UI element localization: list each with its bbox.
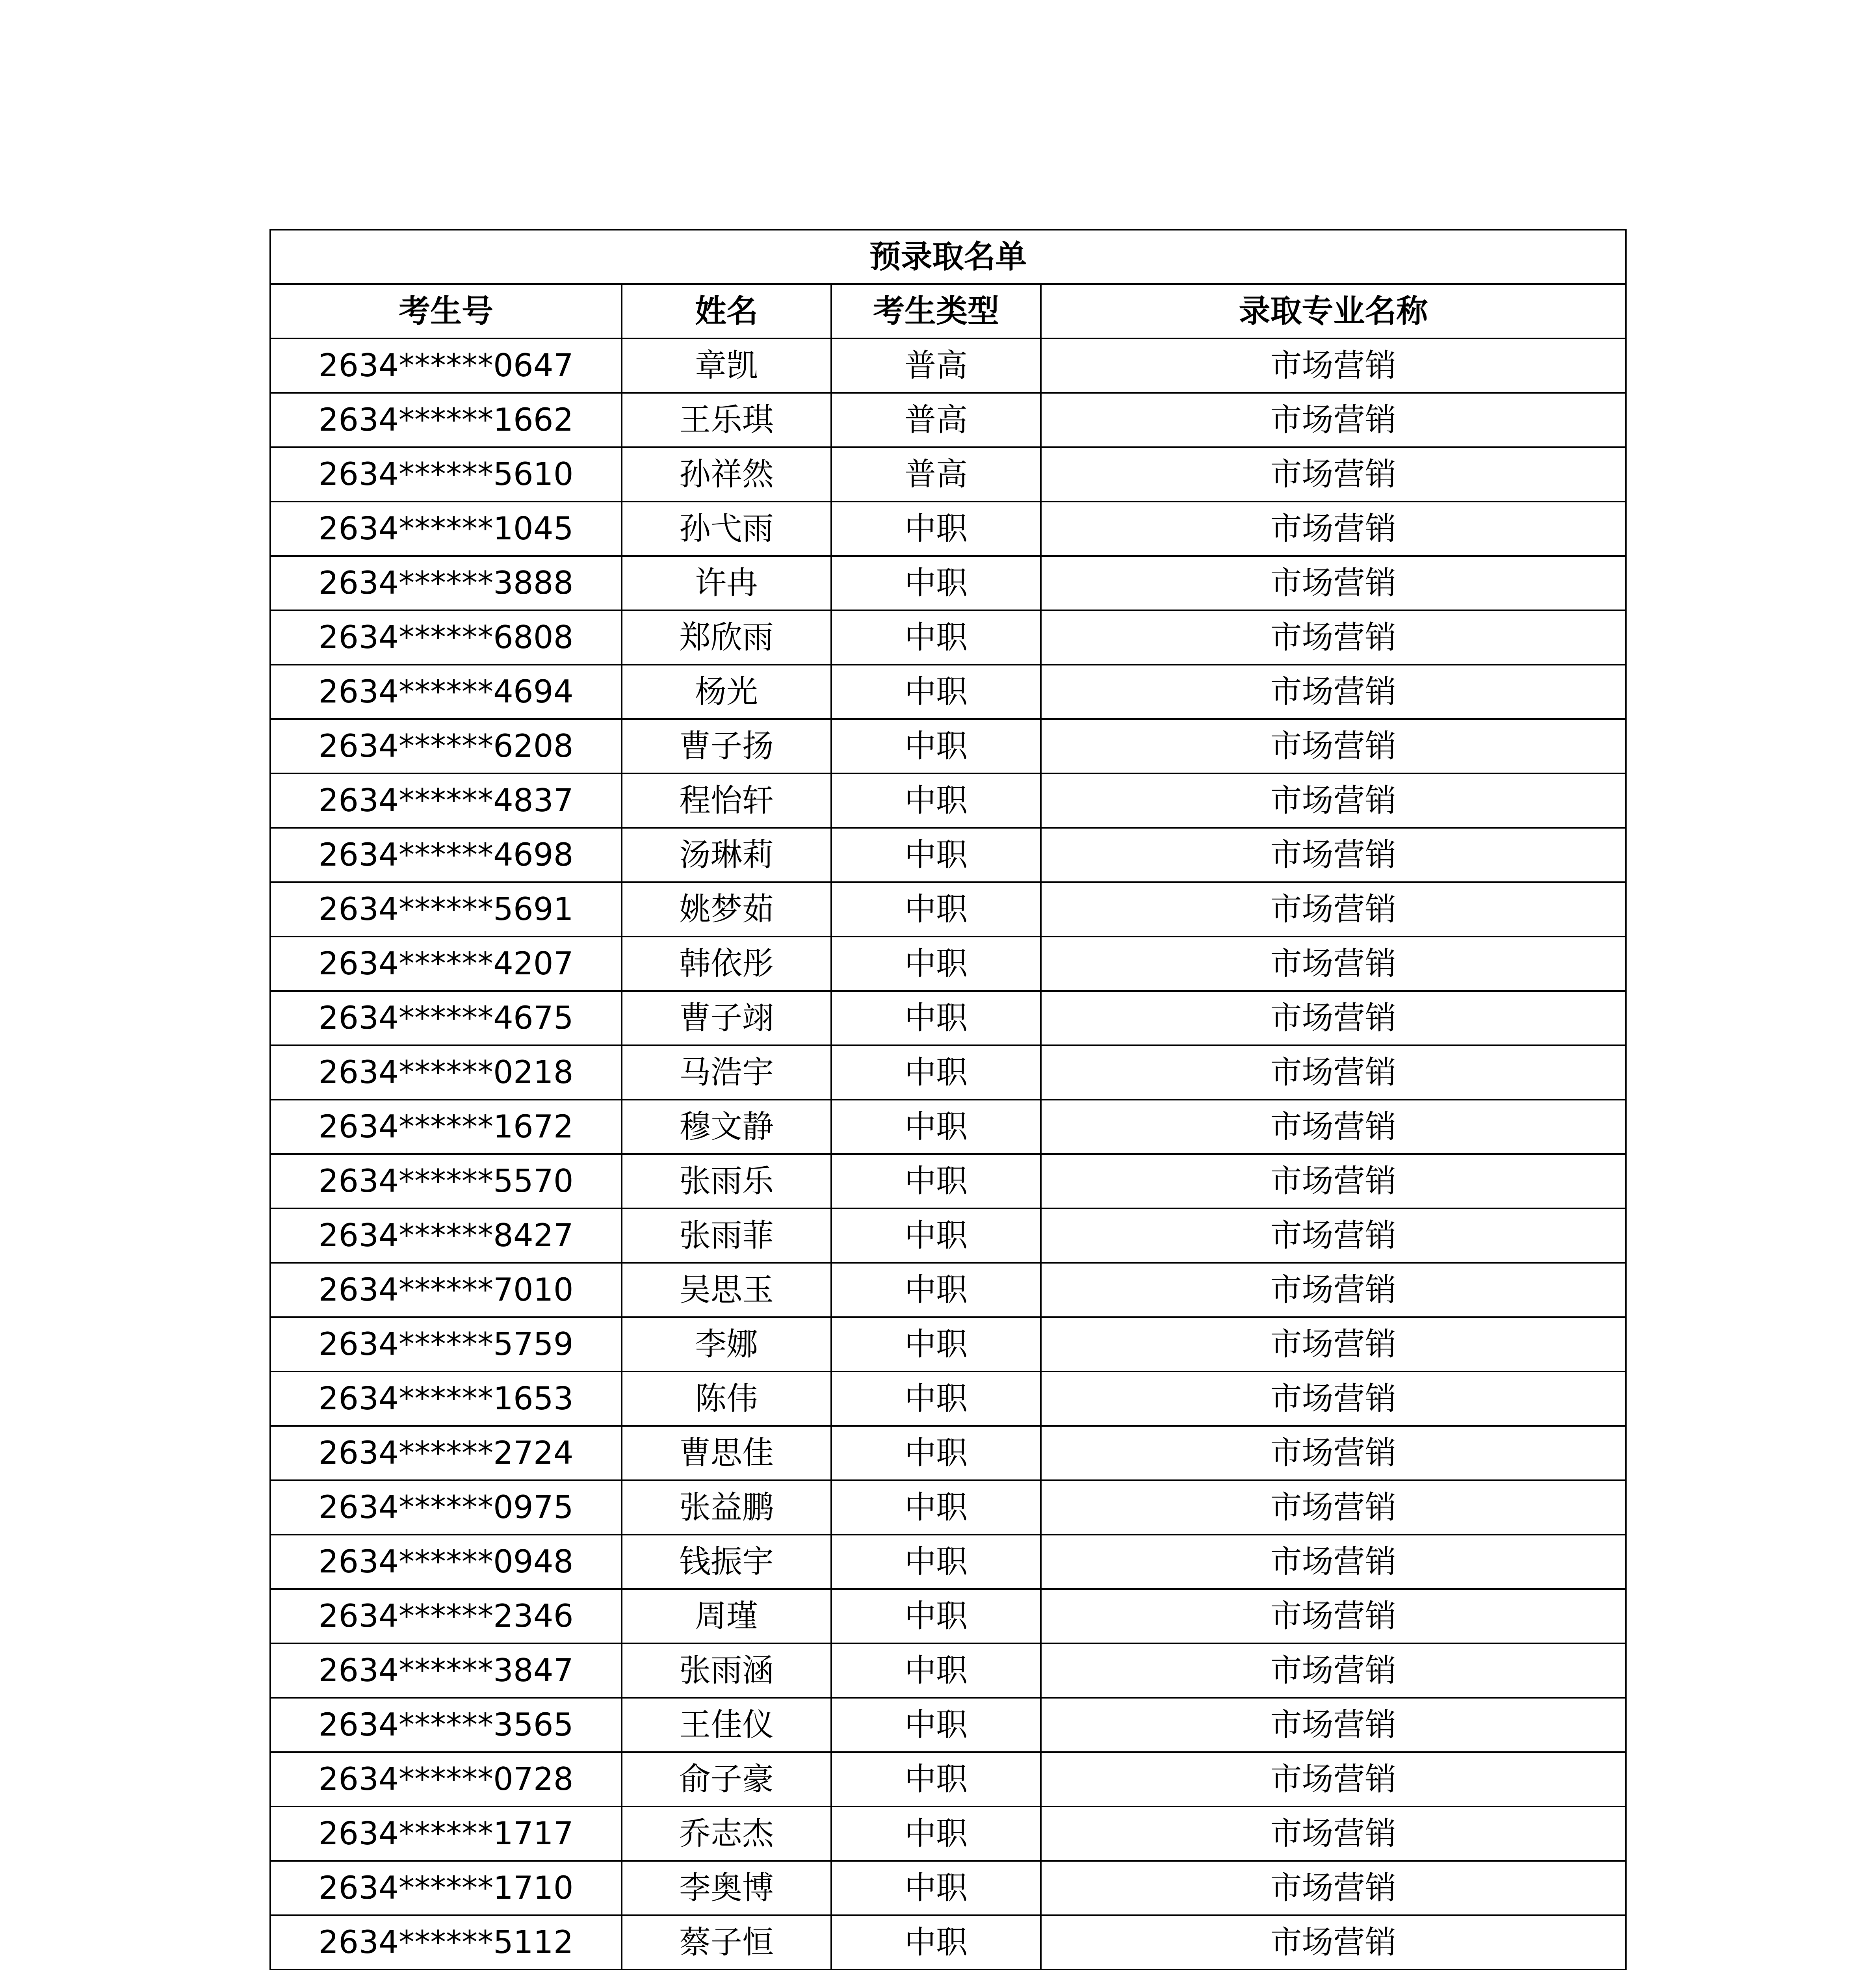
cell-candidate-id: 2634******3565 [270,1698,622,1752]
table-row [270,828,1626,882]
cell-candidate-id: 2634******4207 [270,937,622,991]
cell-candidate-type: 中职 [831,1643,1041,1698]
cell-major: 市场营销 [1041,1535,1626,1589]
table-row [270,1806,1626,1861]
cell-candidate-id: 2634******0218 [270,1045,622,1100]
cell-major: 市场营销 [1041,1263,1626,1317]
cell-candidate-type: 中职 [831,1317,1041,1372]
cell-name: 钱振宇 [622,1535,831,1589]
cell-candidate-type: 中职 [831,1861,1041,1915]
table-row [270,773,1626,828]
cell-candidate-id: 2634******4837 [270,773,622,828]
cell-candidate-id: 2634******3888 [270,556,622,610]
cell-major: 市场营销 [1041,1208,1626,1263]
cell-candidate-type: 普高 [831,393,1041,447]
cell-name: 马浩宇 [622,1045,831,1100]
table-row [270,719,1626,773]
cell-candidate-type: 中职 [831,1154,1041,1208]
table-row [270,1263,1626,1317]
cell-candidate-type: 中职 [831,610,1041,665]
cell-major: 市场营销 [1041,1372,1626,1426]
cell-name: 孙祥然 [622,447,831,502]
cell-name: 李娜 [622,1317,831,1372]
cell-candidate-type: 中职 [831,882,1041,937]
cell-candidate-id: 2634******5691 [270,882,622,937]
table-row [270,665,1626,719]
table-row [270,447,1626,502]
cell-name: 韩依彤 [622,937,831,991]
cell-major: 市场营销 [1041,665,1626,719]
cell-name: 张雨涵 [622,1643,831,1698]
cell-candidate-id: 2634******5610 [270,447,622,502]
cell-candidate-id: 2634******0948 [270,1535,622,1589]
admission-list-table [269,229,1627,1970]
cell-candidate-type: 中职 [831,502,1041,556]
cell-name: 孙弋雨 [622,502,831,556]
cell-name: 汤琳莉 [622,828,831,882]
header-candidate-type: 考生类型 [831,284,1041,338]
cell-name: 蔡子恒 [622,1915,831,1970]
cell-candidate-id: 2634******0728 [270,1752,622,1806]
table-row [270,937,1626,991]
cell-name: 张雨菲 [622,1208,831,1263]
cell-major: 市场营销 [1041,1698,1626,1752]
cell-candidate-type: 中职 [831,1372,1041,1426]
cell-major: 市场营销 [1041,882,1626,937]
table-row [270,1643,1626,1698]
cell-candidate-id: 2634******1710 [270,1861,622,1915]
cell-candidate-id: 2634******0647 [270,338,622,393]
cell-major: 市场营销 [1041,1317,1626,1372]
cell-candidate-type: 中职 [831,991,1041,1045]
cell-major: 市场营销 [1041,393,1626,447]
table-row [270,1752,1626,1806]
cell-name: 李奥博 [622,1861,831,1915]
cell-major: 市场营销 [1041,1154,1626,1208]
cell-candidate-id: 2634******6808 [270,610,622,665]
cell-major: 市场营销 [1041,1589,1626,1643]
cell-candidate-id: 2634******1672 [270,1100,622,1154]
cell-candidate-type: 中职 [831,1426,1041,1480]
cell-name: 杨光 [622,665,831,719]
table-row [270,556,1626,610]
cell-name: 周瑾 [622,1589,831,1643]
table-row [270,1861,1626,1915]
cell-major: 市场营销 [1041,991,1626,1045]
table-row [270,1589,1626,1643]
table-title: 预录取名单 [270,230,1626,284]
cell-name: 许冉 [622,556,831,610]
cell-major: 市场营销 [1041,1100,1626,1154]
cell-candidate-type: 中职 [831,1535,1041,1589]
cell-candidate-type: 中职 [831,1915,1041,1970]
cell-candidate-type: 中职 [831,1698,1041,1752]
cell-name: 王乐琪 [622,393,831,447]
cell-candidate-type: 中职 [831,937,1041,991]
cell-candidate-type: 中职 [831,556,1041,610]
table-header-row [270,284,1626,338]
table-row [270,1698,1626,1752]
cell-major: 市场营销 [1041,937,1626,991]
table-row [270,1480,1626,1535]
cell-candidate-id: 2634******2346 [270,1589,622,1643]
cell-major: 市场营销 [1041,773,1626,828]
cell-major: 市场营销 [1041,1752,1626,1806]
cell-candidate-id: 2634******5759 [270,1317,622,1372]
cell-candidate-id: 2634******4675 [270,991,622,1045]
table-row [270,1372,1626,1426]
cell-candidate-type: 中职 [831,1263,1041,1317]
cell-candidate-id: 2634******8427 [270,1208,622,1263]
table-body [270,338,1626,1970]
cell-candidate-type: 中职 [831,773,1041,828]
cell-name: 俞子豪 [622,1752,831,1806]
cell-major: 市场营销 [1041,1643,1626,1698]
table-row [270,338,1626,393]
cell-major: 市场营销 [1041,1806,1626,1861]
table-row [270,393,1626,447]
cell-name: 穆文静 [622,1100,831,1154]
cell-major: 市场营销 [1041,610,1626,665]
cell-name: 乔志杰 [622,1806,831,1861]
table-row [270,1208,1626,1263]
cell-name: 程怡轩 [622,773,831,828]
cell-candidate-type: 中职 [831,1480,1041,1535]
cell-name: 曹子扬 [622,719,831,773]
table-row [270,882,1626,937]
cell-name: 张雨乐 [622,1154,831,1208]
cell-major: 市场营销 [1041,447,1626,502]
cell-candidate-id: 2634******6208 [270,719,622,773]
cell-name: 姚梦茹 [622,882,831,937]
cell-candidate-id: 2634******0975 [270,1480,622,1535]
cell-candidate-id: 2634******1045 [270,502,622,556]
cell-major: 市场营销 [1041,556,1626,610]
table-row [270,1426,1626,1480]
cell-candidate-id: 2634******1717 [270,1806,622,1861]
cell-name: 曹子翊 [622,991,831,1045]
cell-name: 陈伟 [622,1372,831,1426]
header-major: 录取专业名称 [1041,284,1626,338]
table-row [270,1154,1626,1208]
table-row [270,610,1626,665]
cell-major: 市场营销 [1041,1045,1626,1100]
table-row [270,1100,1626,1154]
cell-name: 曹思佳 [622,1426,831,1480]
table-row [270,1317,1626,1372]
cell-major: 市场营销 [1041,1480,1626,1535]
cell-candidate-id: 2634******5112 [270,1915,622,1970]
cell-major: 市场营销 [1041,719,1626,773]
cell-candidate-type: 中职 [831,828,1041,882]
cell-candidate-id: 2634******3847 [270,1643,622,1698]
table-row [270,1045,1626,1100]
cell-candidate-type: 中职 [831,1208,1041,1263]
cell-major: 市场营销 [1041,502,1626,556]
table-row [270,1535,1626,1589]
cell-candidate-type: 中职 [831,1589,1041,1643]
cell-name: 张益鹏 [622,1480,831,1535]
cell-candidate-type: 中职 [831,1806,1041,1861]
cell-candidate-id: 2634******4694 [270,665,622,719]
cell-candidate-type: 中职 [831,719,1041,773]
cell-name: 吴思玉 [622,1263,831,1317]
cell-candidate-type: 中职 [831,1100,1041,1154]
header-candidate-id: 考生号 [270,284,622,338]
cell-candidate-id: 2634******5570 [270,1154,622,1208]
cell-name: 郑欣雨 [622,610,831,665]
cell-candidate-type: 中职 [831,1752,1041,1806]
cell-candidate-type: 普高 [831,447,1041,502]
cell-major: 市场营销 [1041,1915,1626,1970]
cell-major: 市场营销 [1041,1861,1626,1915]
cell-name: 章凯 [622,338,831,393]
cell-major: 市场营销 [1041,828,1626,882]
table-row [270,1915,1626,1970]
header-name: 姓名 [622,284,831,338]
table-row [270,991,1626,1045]
table-row [270,502,1626,556]
cell-candidate-type: 中职 [831,1045,1041,1100]
cell-candidate-type: 中职 [831,665,1041,719]
cell-candidate-id: 2634******1662 [270,393,622,447]
cell-candidate-type: 普高 [831,338,1041,393]
table-title-row [270,230,1626,284]
cell-major: 市场营销 [1041,338,1626,393]
cell-candidate-id: 2634******4698 [270,828,622,882]
cell-candidate-id: 2634******2724 [270,1426,622,1480]
cell-candidate-id: 2634******1653 [270,1372,622,1426]
cell-major: 市场营销 [1041,1426,1626,1480]
cell-candidate-id: 2634******7010 [270,1263,622,1317]
cell-name: 王佳仪 [622,1698,831,1752]
